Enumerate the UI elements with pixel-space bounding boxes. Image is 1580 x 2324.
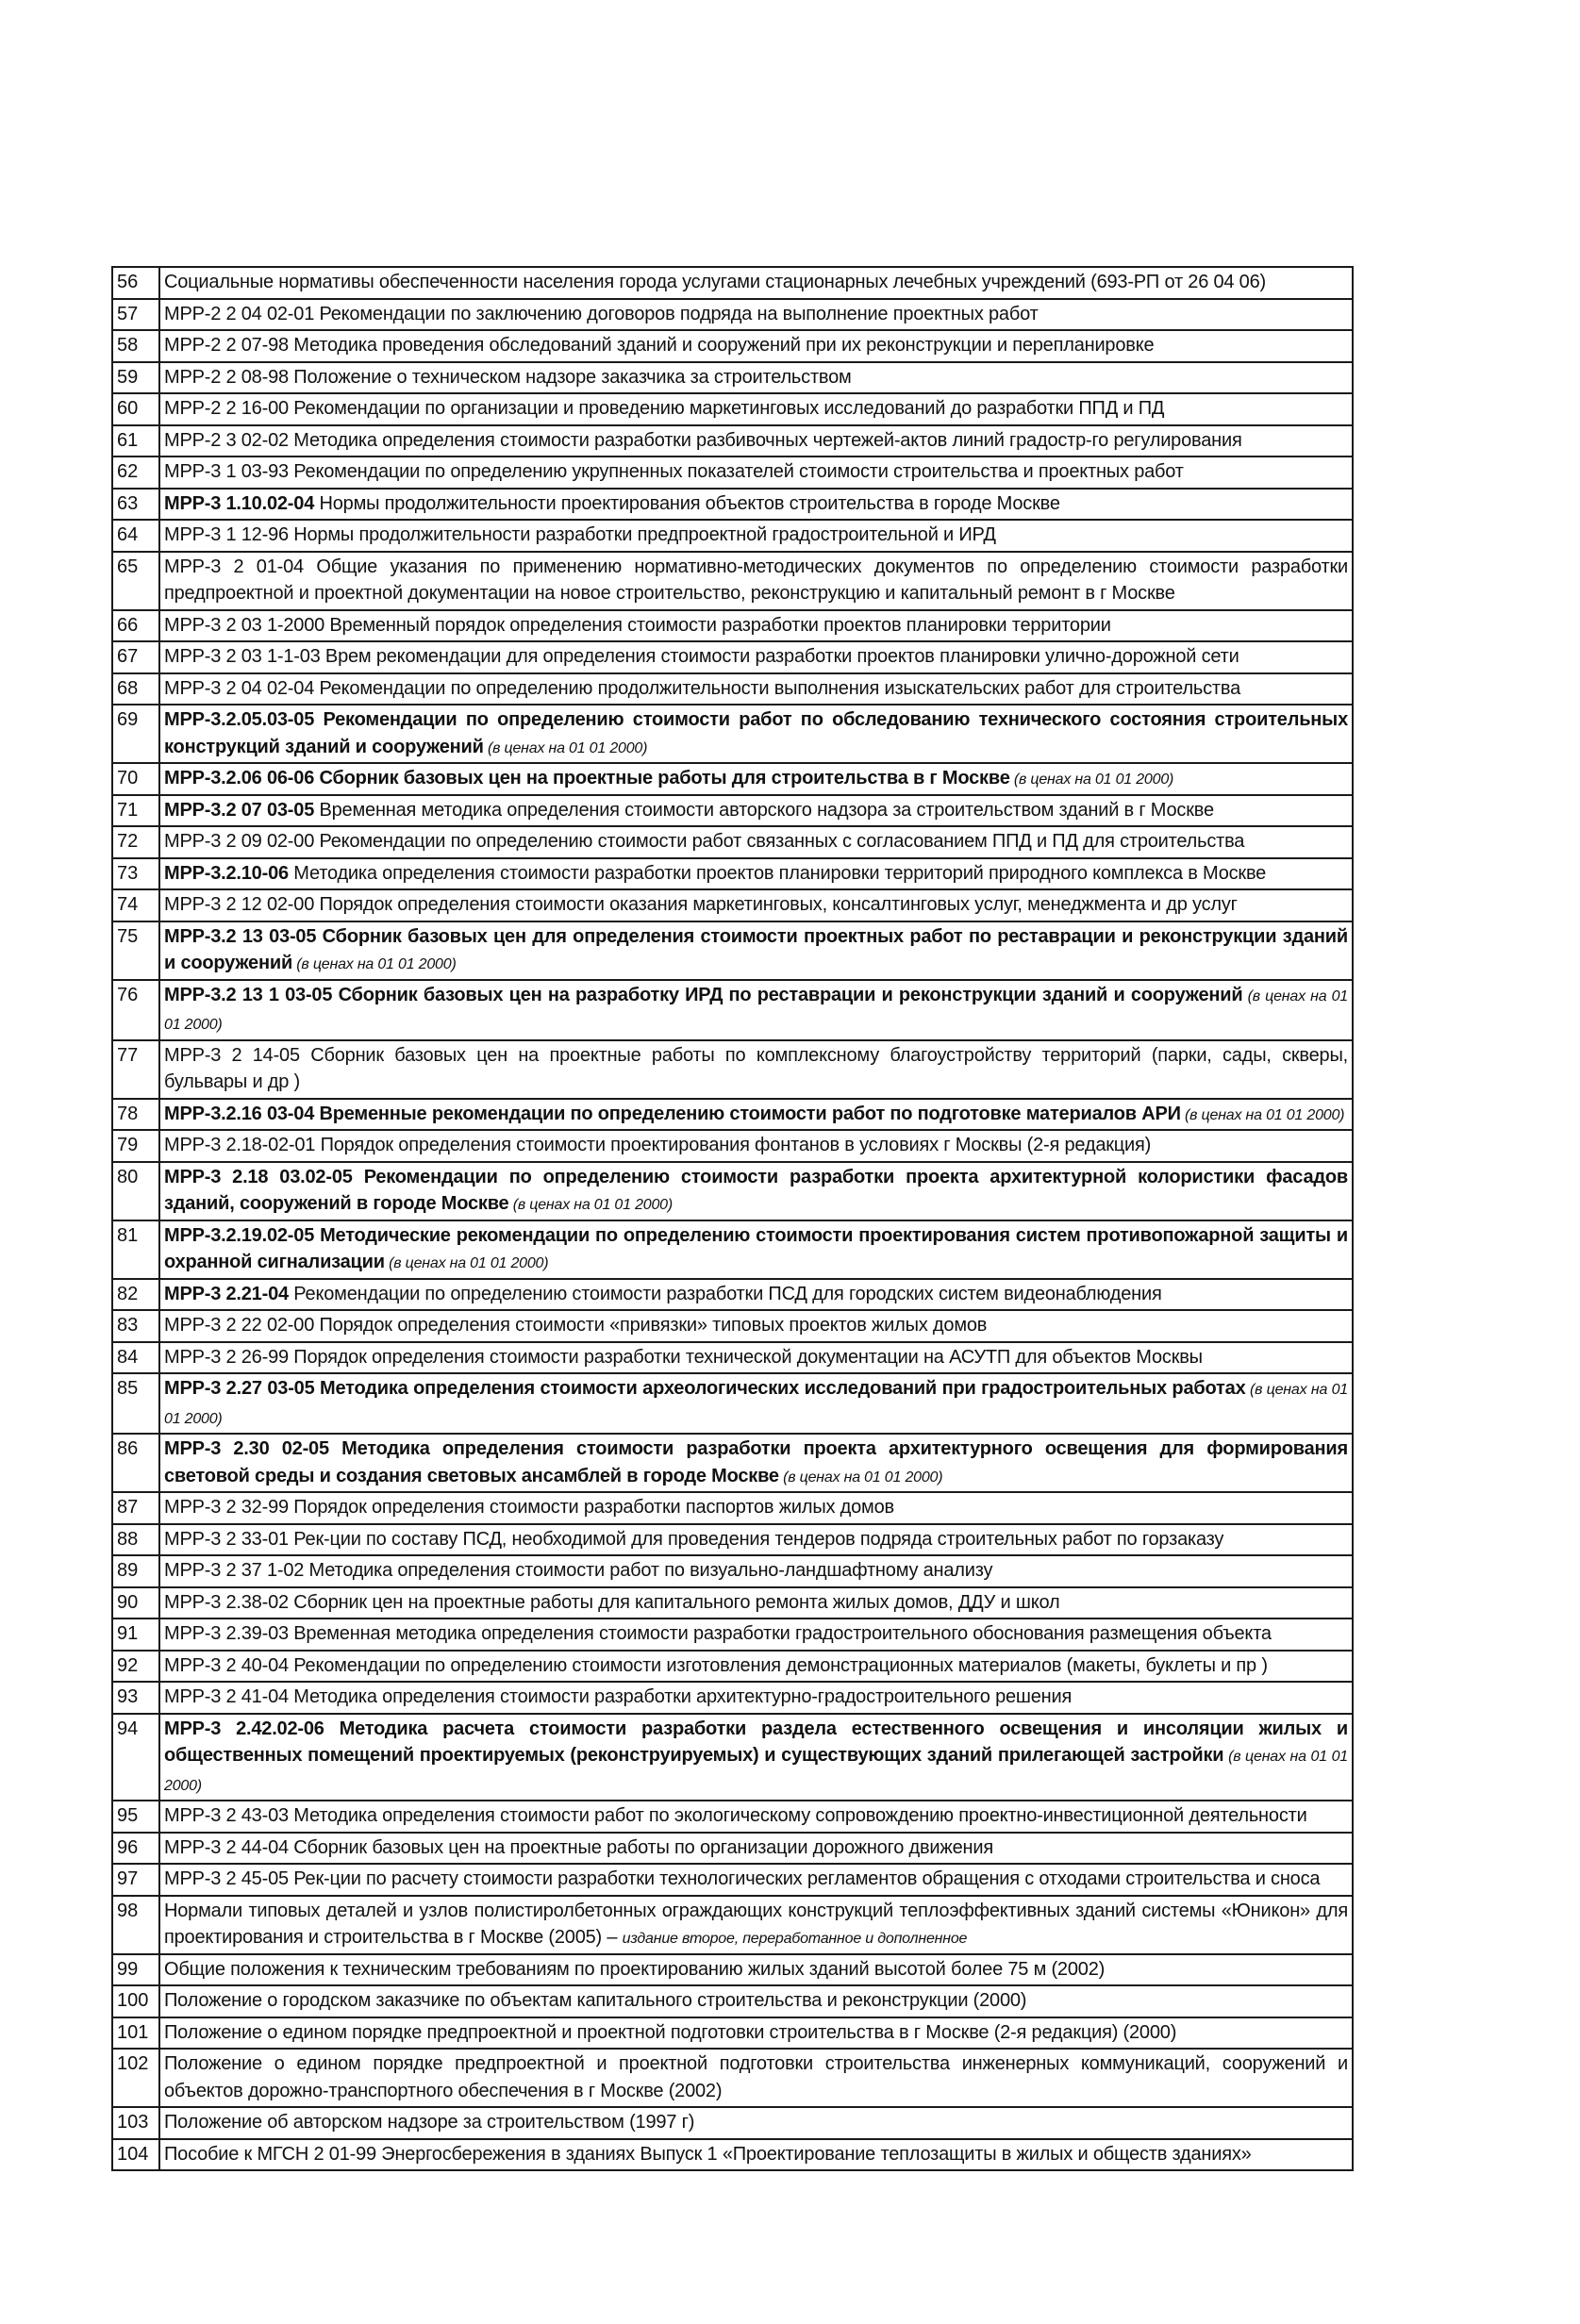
document-title-cell [159,1099,1353,1131]
document-code: МРР-3.2.16 03-04 Временные рекомендации по определению стоимости работ по подготовке материалов АРИ [164,1103,1181,1124]
table-row [112,980,1353,1040]
document-title-cell [159,362,1353,394]
price-note: (в ценах на 01 01 2000) [164,1749,1348,1794]
row-number: 73 [112,858,159,890]
table-row [112,1618,1353,1651]
document-code: МРР-3 2.42.02-06 Методика расчета стоимости разработки раздела естественного освещения и инсоляции жилых и общественных помещений проектируемых (реконструируемых) и существующих зданий прилегающей застройки [164,1718,1348,1766]
document-title-cell [159,425,1353,457]
document-title-cell [159,1651,1353,1683]
document-title: МРР-2 3 02-02 Методика определения стоимости разработки разбивочных чертежей-актов линий градостр-го регулирования [164,429,1242,451]
document-title-cell [159,456,1353,489]
table-row [112,362,1353,394]
table-row [112,1864,1353,1896]
table-row [112,1896,1353,1954]
row-number: 92 [112,1651,159,1683]
document-code: МРР-3 2.21-04 [164,1283,289,1304]
row-number: 71 [112,795,159,827]
document-title: МРР-3 2 03 1-2000 Временный порядок определения стоимости разработки проектов планировки территории [164,614,1111,636]
document-title-cell [159,763,1353,795]
price-note: (в ценах на 01 01 2000) [1180,1106,1345,1123]
document-title-cell [159,980,1353,1040]
document-title-cell [159,641,1353,673]
document-title-cell [159,1310,1353,1342]
document-code: МРР-3.2.10-06 [164,862,289,884]
table-row [112,1587,1353,1619]
table-row [112,921,1353,980]
document-title-cell [159,1714,1353,1801]
document-title-cell [159,1524,1353,1556]
document-title: МРР-3 2 45-05 Рек-ции по расчету стоимости разработки технологических регламентов обращения с отходами строительства и сноса [164,1868,1321,1889]
document-title-cell [159,267,1353,299]
document-title-cell [159,1130,1353,1162]
table-row [112,1714,1353,1801]
row-number: 60 [112,393,159,425]
row-number: 77 [112,1040,159,1099]
table-row [112,1492,1353,1524]
document-code: МРР-3.2 13 03-05 Сборник базовых цен для определения стоимости проектных работ по реставрации и реконструкции зданий и сооружений [164,925,1348,973]
document-title-cell [159,2107,1353,2139]
table-row [112,1651,1353,1683]
document-title-cell [159,1279,1353,1311]
row-number: 56 [112,267,159,299]
table-row [112,520,1353,552]
table-row [112,1040,1353,1099]
table-row [112,1279,1353,1311]
document-title-cell [159,1954,1353,1986]
table-row [112,763,1353,795]
document-title: Нормали типовых деталей и узлов полистиролбетонных ограждающих конструкций теплоэффективных зданий системы «Юникон» для проектирования и строительства в г Москве (2005) – [164,1900,1348,1948]
row-number: 90 [112,1587,159,1619]
document-title: Положение о едином порядке предпроектной и проектной подготовки строительства в г Москве (2-я редакция) (2000) [164,2021,1177,2043]
document-title: МРР-3 1 03-93 Рекомендации по определению укрупненных показателей стоимости строительства и проектных работ [164,461,1184,482]
table-row [112,1555,1353,1587]
row-number: 69 [112,705,159,763]
document-title: Временная методика определения стоимости авторского надзора за строительством зданий в г Москве [314,799,1214,821]
price-note: издание второе, переработанное и дополненное [622,1931,968,1947]
row-number: 104 [112,2139,159,2171]
table-row [112,1682,1353,1714]
row-number: 103 [112,2107,159,2139]
row-number: 96 [112,1833,159,1865]
price-note: (в ценах на 01 01 2000) [508,1197,673,1213]
document-title: Методика определения стоимости разработки проектов планировки территорий природного комплекса в Москве [288,862,1267,884]
document-title: МРР-3 2 33-01 Рек-ции по составу ПСД, необходимой для проведения тендеров подряда строительных работ по горзаказу [164,1528,1224,1550]
document-title-cell [159,2139,1353,2171]
document-code: МРР-3.2.19.02-05 Методические рекомендации по определению стоимости проектирования систем противопожарной защиты и охранной сигнализации [164,1224,1348,1272]
document-title-cell [159,858,1353,890]
document-title: Нормы продолжительности проектирования объектов строительства в городе Москве [314,492,1060,514]
document-code: МРР-3 2.27 03-05 Методика определения стоимости археологических исследований при градостроительных работах [164,1378,1246,1399]
document-title: Пособие к МГСН 2 01-99 Энергосбережения в зданиях Выпуск 1 «Проектирование теплозащиты в жилых и обществ зданиях» [164,2143,1252,2165]
document-title: Общие положения к техническим требованиям по проектированию жилых зданий высотой более 75 м (2002) [164,1958,1106,1980]
row-number: 97 [112,1864,159,1896]
price-note: (в ценах на 01 01 2000) [778,1469,943,1486]
row-number: 75 [112,921,159,980]
document-code: МРР-3 2.18 03.02-05 Рекомендации по определению стоимости разработки проекта архитектурной колористики фасадов зданий, сооружений в городе Москве [164,1166,1348,1214]
row-number: 91 [112,1618,159,1651]
document-title: Положение о едином порядке предпроектной и проектной подготовки строительства инженерных коммуникаций, сооружений и объектов дорожно-транспортного обеспечения в г Москве (2002) [164,2053,1348,2101]
document-title: МРР-2 2 16-00 Рекомендации по организации и проведению маркетинговых исследований до разработки ППД и ПД [164,398,1165,419]
table-row [112,705,1353,763]
row-number: 98 [112,1896,159,1954]
row-number: 80 [112,1162,159,1220]
table-row [112,267,1353,299]
table-row [112,1524,1353,1556]
table-row [112,2049,1353,2107]
documents-table [111,266,1354,2171]
table-row [112,673,1353,706]
price-note: (в ценах на 01 01 2000) [384,1255,549,1271]
document-title: МРР-3 2 01-04 Общие указания по применению нормативно-методических документов по определению стоимости разработки предпроектной и проектной документации на новое строительство, реконструкцию и капитальный ремонт в г Москве [164,556,1348,604]
row-number: 72 [112,826,159,858]
row-number: 100 [112,1985,159,2017]
table-row [112,858,1353,890]
row-number: 88 [112,1524,159,1556]
document-title-cell [159,705,1353,763]
document-title-cell [159,1587,1353,1619]
table-row [112,1310,1353,1342]
row-number: 62 [112,456,159,489]
row-number: 89 [112,1555,159,1587]
table-row [112,393,1353,425]
document-title-cell [159,1040,1353,1099]
table-row [112,1434,1353,1492]
document-code: МРР-3 1.10.02-04 [164,492,315,514]
document-title: МРР-3 2 03 1-1-03 Врем рекомендации для определения стоимости разработки проектов планировки улично-дорожной сети [164,646,1239,667]
document-title-cell [159,2017,1353,2050]
row-number: 93 [112,1682,159,1714]
document-title-cell [159,1985,1353,2017]
price-note: (в ценах на 01 01 2000) [1009,772,1174,788]
row-number: 63 [112,489,159,521]
document-title-cell [159,1682,1353,1714]
document-title: МРР-3 2 41-04 Методика определения стоимости разработки архитектурно-градостроительного решения [164,1686,1073,1707]
table-row [112,489,1353,521]
row-number: 82 [112,1279,159,1311]
row-number: 59 [112,362,159,394]
table-row [112,1801,1353,1833]
table-row [112,299,1353,331]
document-title-cell [159,1896,1353,1954]
table-row [112,1342,1353,1374]
price-note: (в ценах на 01 01 2000) [483,739,648,756]
row-number: 85 [112,1373,159,1434]
document-title: МРР-2 2 04 02-01 Рекомендации по заключению договоров подряда на выполнение проектных работ [164,303,1039,324]
document-title-cell [159,1373,1353,1434]
table-row [112,1833,1353,1865]
table-row [112,1985,1353,2017]
row-number: 65 [112,552,159,610]
document-code: МРР-3.2 13 1 03-05 Сборник базовых цен на разработку ИРД по реставрации и реконструкции зданий и сооружений [164,984,1243,1005]
table-row [112,425,1353,457]
document-title: МРР-3 2 32-99 Порядок определения стоимости разработки паспортов жилых домов [164,1497,894,1518]
table-row [112,552,1353,610]
table-row [112,330,1353,362]
document-title-cell [159,1434,1353,1492]
table-row [112,826,1353,858]
row-number: 84 [112,1342,159,1374]
document-title-cell [159,1342,1353,1374]
table-row [112,1220,1353,1279]
table-row [112,1099,1353,1131]
document-title: МРР-3 2 40-04 Рекомендации по определению стоимости изготовления демонстрационных материалов (макеты, буклеты и пр ) [164,1654,1268,1676]
table-row [112,795,1353,827]
document-title-cell [159,610,1353,642]
document-title-cell [159,1220,1353,1279]
row-number: 99 [112,1954,159,1986]
document-title: МРР-3 2 09 02-00 Рекомендации по определению стоимости работ связанных с согласованием ППД и ПД для строительства [164,831,1245,852]
row-number: 58 [112,330,159,362]
document-code: МРР-3 2.30 02-05 Методика определения стоимости разработки проекта архитектурного освещения для формирования световой среды и создания световых ансамблей в городе Москве [164,1438,1348,1486]
document-title-cell [159,673,1353,706]
document-code: МРР-3.2.06 06-06 Сборник базовых цен на проектные работы для строительства в г Москве [164,768,1010,788]
row-number: 79 [112,1130,159,1162]
document-title-cell [159,552,1353,610]
document-title: МРР-3 1 12-96 Нормы продолжительности разработки предпроектной градостроительной и ИРД [164,524,996,545]
price-note: (в ценах на 01 01 2000) [164,1382,1348,1427]
document-title-cell [159,1618,1353,1651]
row-number: 101 [112,2017,159,2050]
document-code: МРР-3.2.05.03-05 Рекомендации по определению стоимости работ по обследованию технического состояния строительных конструкций зданий и сооружений [164,709,1348,757]
document-title-cell [159,826,1353,858]
row-number: 70 [112,763,159,795]
document-title: МРР-3 2 04 02-04 Рекомендации по определению продолжительности выполнения изыскательских работ для строительства [164,677,1241,699]
row-number: 81 [112,1220,159,1279]
row-number: 66 [112,610,159,642]
document-code: МРР-3.2 07 03-05 [164,799,315,821]
table-row [112,889,1353,921]
document-title-cell [159,1555,1353,1587]
table-row [112,456,1353,489]
document-title: МРР-3 2 22 02-00 Порядок определения стоимости «привязки» типовых проектов жилых домов [164,1315,988,1336]
table-row [112,2017,1353,2050]
row-number: 78 [112,1099,159,1131]
row-number: 57 [112,299,159,331]
row-number: 102 [112,2049,159,2107]
document-title-cell [159,299,1353,331]
row-number: 68 [112,673,159,706]
table-row [112,2139,1353,2171]
table-row [112,1130,1353,1162]
row-number: 76 [112,980,159,1040]
document-title-cell [159,489,1353,521]
document-title-cell [159,1864,1353,1896]
document-title: Рекомендации по определению стоимости разработки ПСД для городских систем видеонаблюдения [288,1283,1162,1304]
row-number: 83 [112,1310,159,1342]
document-title-cell [159,795,1353,827]
document-title: Положение об авторском надзоре за строительством (1997 г) [164,2112,695,2133]
document-title-cell [159,1162,1353,1220]
document-title: МРР-3 2 26-99 Порядок определения стоимости разработки технической документации на АСУТП для объектов Москвы [164,1346,1203,1368]
document-title-cell [159,393,1353,425]
row-number: 61 [112,425,159,457]
documents-table-body [112,267,1353,2170]
price-note: (в ценах на 01 01 2000) [292,956,457,972]
document-title: МРР-3 2 14-05 Сборник базовых цен на проектные работы по комплексному благоустройству территорий (парки, сады, скверы, бульвары и др ) [164,1044,1348,1092]
row-number: 86 [112,1434,159,1492]
document-title: МРР-3 2.38-02 Сборник цен на проектные работы для капитального ремонта жилых домов, ДДУ и школ [164,1591,1060,1613]
document-title: Положение о городском заказчике по объектам капитального строительства и реконструкции (2000) [164,1990,1027,2011]
row-number: 64 [112,520,159,552]
document-title-cell [159,1833,1353,1865]
document-title-cell [159,2049,1353,2107]
document-title: Социальные нормативы обеспеченности населения города услугами стационарных лечебных учреждений (693-РП от 26 04 06) [164,272,1266,292]
row-number: 74 [112,889,159,921]
table-row [112,1162,1353,1220]
document-title-cell [159,921,1353,980]
document-title: МРР-3 2 43-03 Методика определения стоимости работ по экологическому сопровождению проектно-инвестиционной деятельности [164,1805,1307,1826]
document-title: МРР-3 2.18-02-01 Порядок определения стоимости проектирования фонтанов в условиях г Москвы (2-я редакция) [164,1135,1152,1155]
row-number: 94 [112,1714,159,1801]
document-title: МРР-2 2 08-98 Положение о техническом надзоре заказчика за строительством [164,366,852,388]
price-note: (в ценах на 01 01 2000) [164,988,1348,1033]
document-title-cell [159,1801,1353,1833]
document-title-cell [159,520,1353,552]
document-title-cell [159,330,1353,362]
row-number: 87 [112,1492,159,1524]
document-title-cell [159,1492,1353,1524]
document-title: МРР-3 2 12 02-00 Порядок определения стоимости оказания маркетинговых, консалтинговых услуг, менеджмента и др услуг [164,894,1238,915]
table-row [112,1373,1353,1434]
document-title: МРР-3 2.39-03 Временная методика определения стоимости разработки градостроительного обоснования размещения объекта [164,1623,1272,1644]
table-row [112,2107,1353,2139]
row-number: 67 [112,641,159,673]
table-row [112,641,1353,673]
document-title-cell [159,889,1353,921]
document-title: МРР-2 2 07-98 Методика проведения обследований зданий и сооружений при их реконструкции и перепланировке [164,335,1155,356]
table-row [112,1954,1353,1986]
table-row [112,610,1353,642]
document-title: МРР-3 2 44-04 Сборник базовых цен на проектные работы по организации дорожного движения [164,1836,993,1858]
row-number: 95 [112,1801,159,1833]
document-title: МРР-3 2 37 1-02 Методика определения стоимости работ по визуально-ландшафтному анализу [164,1560,993,1581]
